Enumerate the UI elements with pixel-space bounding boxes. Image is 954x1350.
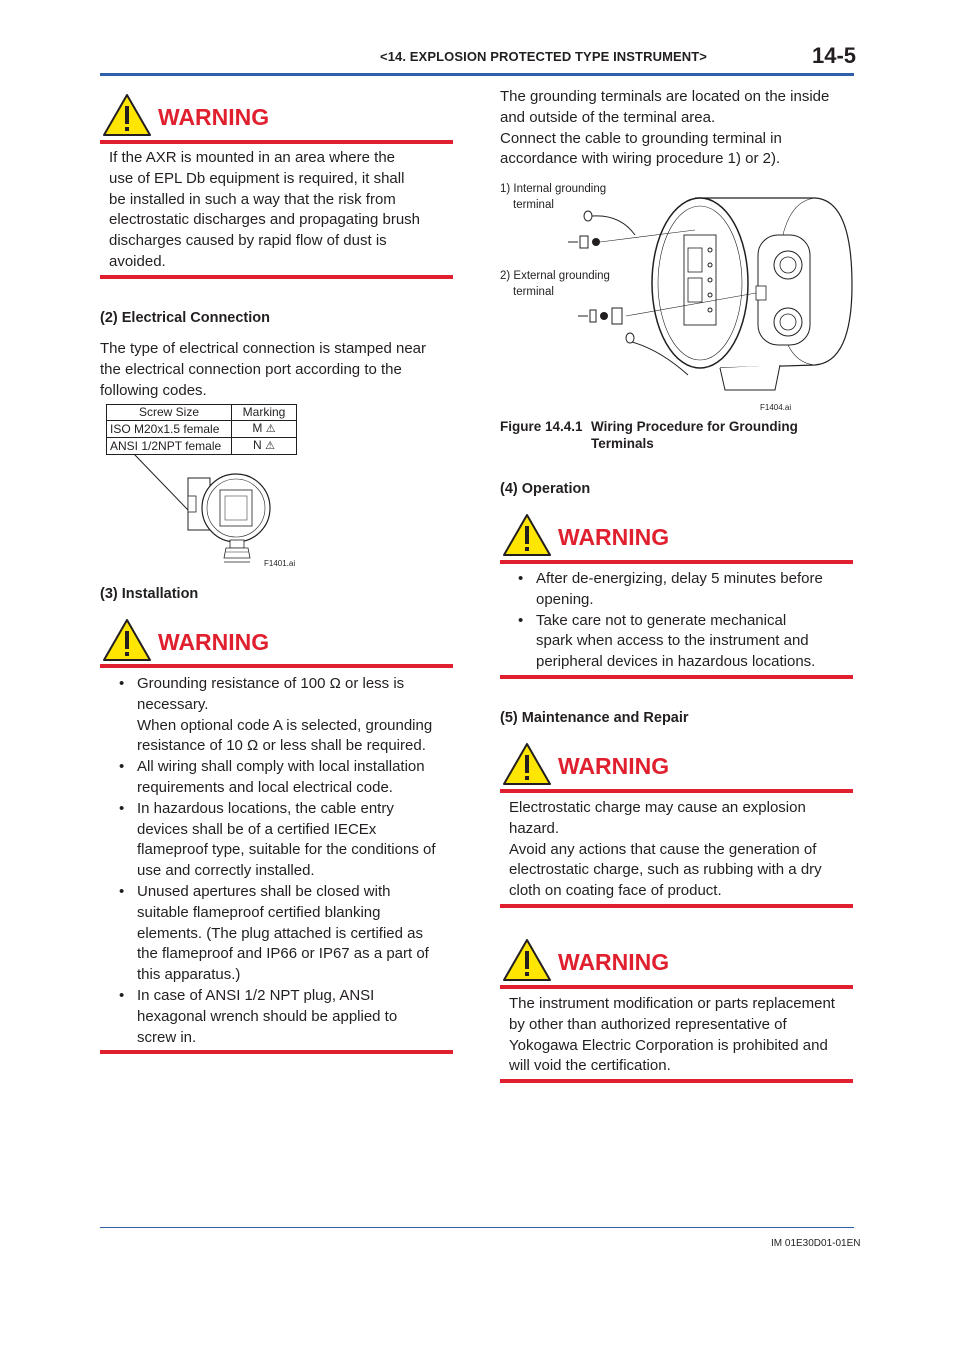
warning-top-bar xyxy=(500,985,853,989)
section-heading: (5) Maintenance and Repair xyxy=(500,710,689,726)
text-line: resistance of 10 Ω or less shall be required. xyxy=(137,737,426,755)
text-line: peripheral devices in hazardous locations. xyxy=(536,653,816,671)
table-cell xyxy=(232,421,297,438)
section-heading: (3) Installation xyxy=(100,586,199,602)
text-line: by other than authorized representative of xyxy=(509,1015,787,1033)
grounding-intro-text xyxy=(500,87,854,170)
text-line: use and correctly installed. xyxy=(137,862,315,880)
text-line: requirements and local electrical code. xyxy=(137,778,393,796)
text-line: 1) Internal grounding xyxy=(500,183,607,195)
text-line: following codes. xyxy=(100,381,207,399)
text-line: hexagonal wrench should be applied to xyxy=(137,1007,398,1025)
warning-triangle-icon xyxy=(102,618,152,662)
warning-bottom-bar xyxy=(100,1050,453,1054)
operation-bullets xyxy=(518,569,852,673)
text-line: • All wiring shall comply with local installation xyxy=(137,758,425,776)
text-line: elements. (The plug attached is certified as xyxy=(137,924,423,942)
grounding-terminal-drawing xyxy=(560,190,855,400)
connection-code-table xyxy=(106,404,297,455)
text-line: • Grounding resistance of 100 Ω or less is xyxy=(137,675,405,692)
table-header-row xyxy=(107,405,297,421)
text-line: When optional code A is selected, grounding xyxy=(137,716,433,734)
figure-caption xyxy=(500,418,583,435)
text-line: be installed in such a way that the risk from xyxy=(109,190,396,208)
table-header: Screw Size xyxy=(107,405,232,421)
table-cell: ANSI 1/2NPT female xyxy=(107,438,232,455)
text-line: Avoid any actions that cause the generation of xyxy=(509,840,817,858)
section-heading: (2) Electrical Connection xyxy=(100,310,271,326)
warning-bottom-bar xyxy=(500,1079,853,1083)
warning-top-bar xyxy=(500,789,853,793)
warning-top-bar xyxy=(100,140,453,144)
text-line: use of EPL Db equipment is required, it shall xyxy=(109,169,405,187)
text-line: necessary. xyxy=(137,695,209,713)
text-line: The instrument modification or parts replacement xyxy=(509,995,835,1012)
marking-code: N xyxy=(253,438,262,452)
warning-triangle-icon xyxy=(502,513,552,557)
warning-title: WARNING xyxy=(158,629,270,655)
document-id: IM 01E30D01-01EN xyxy=(771,1238,861,1249)
text-line: flameproof type, suitable for the conditions of xyxy=(137,841,436,859)
section2-text xyxy=(100,339,450,401)
text-line: discharges caused by rapid flow of dust is xyxy=(109,232,387,250)
marking-code: M xyxy=(252,421,263,435)
header-rule xyxy=(100,73,854,76)
caution-triangle-icon: ⚠ xyxy=(265,423,276,435)
text-line: Connect the cable to grounding terminal in xyxy=(500,129,782,147)
text-line: terminal xyxy=(513,199,554,211)
list-item xyxy=(518,569,852,611)
installation-bullets xyxy=(119,674,449,1048)
list-item xyxy=(119,799,449,882)
text-line: Electrostatic charge may cause an explosion xyxy=(509,799,806,816)
text-line: • In hazardous locations, the cable entry xyxy=(137,799,394,817)
list-item xyxy=(119,757,449,799)
page-number: 14-5 xyxy=(812,43,857,68)
warning1-text xyxy=(109,148,449,273)
text-line: If the AXR is mounted in an area where the xyxy=(109,149,396,166)
warning-top-bar xyxy=(100,664,453,668)
text-line: and outside of the terminal area. xyxy=(500,108,716,126)
text-line: • Take care not to generate mechanical xyxy=(536,611,787,629)
text-line: • After de-energizing, delay 5 minutes before xyxy=(536,570,823,587)
text-line: spark when access to the instrument and xyxy=(536,632,809,650)
section-heading: (4) Operation xyxy=(500,481,591,497)
text-line: The grounding terminals are located on the inside xyxy=(500,88,830,105)
footer-rule xyxy=(100,1227,854,1228)
text-line: electrostatic charge, such as rubbing with a dry xyxy=(509,861,822,879)
warning-title: WARNING xyxy=(558,524,670,550)
warning-bottom-bar xyxy=(500,904,853,908)
text-line: avoided. xyxy=(109,252,166,270)
text-line: Yokogawa Electric Corporation is prohibited and xyxy=(509,1036,828,1054)
text-line: cloth on coating face of product. xyxy=(509,882,722,900)
warning-title: WARNING xyxy=(158,104,270,130)
warning-title: WARNING xyxy=(558,753,670,779)
warning-top-bar xyxy=(500,560,853,564)
warning-title: WARNING xyxy=(558,949,670,975)
text-line: opening. xyxy=(536,590,594,608)
figure-file-label: F1401.ai xyxy=(264,559,296,568)
connection-port-drawing xyxy=(130,452,280,570)
text-line: electrostatic discharges and propagating brush xyxy=(109,211,421,229)
chapter-header: <14. EXPLOSION PROTECTED TYPE INSTRUMENT> xyxy=(380,49,707,64)
text-line: accordance with wiring procedure 1) or 2). xyxy=(500,150,781,168)
list-item xyxy=(119,882,449,986)
list-item xyxy=(119,986,449,1048)
text-line: The type of electrical connection is stamped near xyxy=(100,340,427,357)
text-line: • Unused apertures shall be closed with xyxy=(137,882,391,900)
text-line: will void the certification. xyxy=(509,1057,671,1075)
list-item xyxy=(119,674,449,757)
figure-number: Figure 14.4.1 xyxy=(500,419,583,434)
list-item xyxy=(518,611,852,673)
modification-warning-text xyxy=(509,994,853,1077)
text-line: the flameproof and IP66 or IP67 as a part of xyxy=(137,945,429,963)
text-line: suitable flameproof certified blanking xyxy=(137,903,381,921)
caution-triangle-icon: ⚠ xyxy=(265,440,275,452)
warning-bottom-bar xyxy=(500,675,853,679)
text-line: this apparatus.) xyxy=(137,966,241,984)
figure-caption-text xyxy=(591,418,798,452)
text-line: Terminals xyxy=(591,436,654,451)
table-row xyxy=(107,421,297,438)
text-line: • In case of ANSI 1/2 NPT plug, ANSI xyxy=(137,986,375,1004)
text-line: 2) External grounding xyxy=(500,270,610,282)
text-line: terminal xyxy=(513,286,554,298)
warning-bottom-bar xyxy=(100,275,453,279)
warning-triangle-icon xyxy=(102,93,152,137)
warning-triangle-icon xyxy=(502,742,552,786)
text-line: devices shall be of a certified IECEx xyxy=(137,820,377,838)
figure-file-label: F1404.ai xyxy=(760,403,792,412)
text-line: hazard. xyxy=(509,819,560,837)
text-line: the electrical connection port according to the xyxy=(100,360,402,378)
text-line: Wiring Procedure for Grounding xyxy=(591,419,798,434)
warning-triangle-icon xyxy=(502,938,552,982)
maintenance-warning-text xyxy=(509,798,853,902)
text-line: screw in. xyxy=(137,1028,197,1046)
table-cell: ISO M20x1.5 female xyxy=(107,421,232,438)
table-header: Marking xyxy=(232,405,297,421)
